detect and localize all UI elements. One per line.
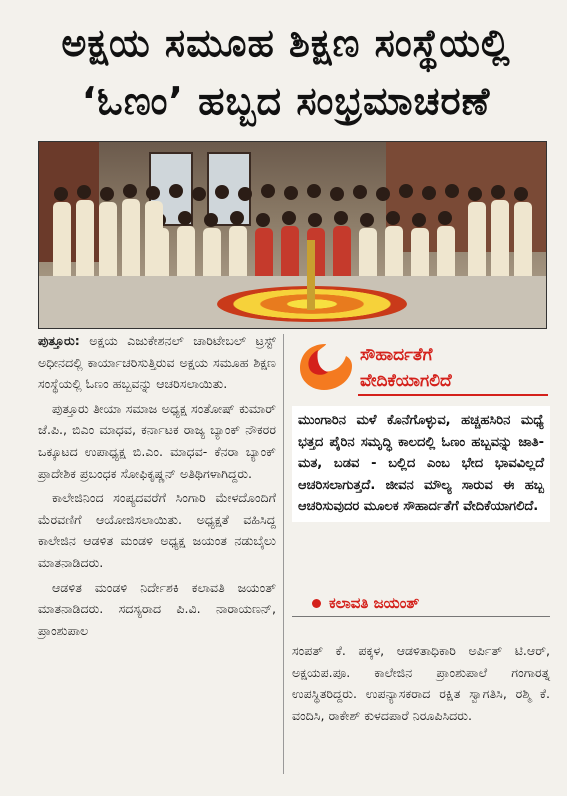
column-divider — [283, 334, 284, 774]
quote-title-line-1: ಸೌಹಾರ್ದತೆಗೆ — [360, 345, 433, 365]
quote-logo-icon — [298, 340, 354, 394]
paragraph-1-text: ಅಕ್ಷಯ ಎಜುಕೇಶನಲ್ ಚಾರಿಟೇಬಲ್ ಟ್ರಸ್ಟ್ ಅಧೀನದಲ್ಲಿ ಕಾರ್ಯಾಚರಿಸುತ್ತಿರುವ ಅಕ್ಷಯ ಸಮೂಹ ಶಿಕ್ಷಣ ಸಂಸ್ಥೆಯಲ್ಲಿ ಓಣಂ ಹಬ್ಬವನ್ನು ಆಚರಿಸಲಾಯಿತು. — [38, 333, 276, 392]
paragraph-2: ಪುತ್ತೂರು ತೀಯಾ ಸಮಾಜ ಅಧ್ಯಕ್ಷ ಸಂತೋಷ್ ಕುಮಾರ್ ಜೆ.ಪಿ., ಬಿಎಂ ಮಾಧವ, ಕರ್ನಾಟಕ ರಾಜ್ಯ ಬ್ಯಾಂಕ್ ನೌಕರರ ಒಕ್ಕೂಟದ ಉಪಾಧ್ಯಕ್ಷ ಬಿ.ಎಂ. ಮಾಧವ- ಕೆನರಾ ಬ್ಯಾಂಕ್ ಪ್ರಾದೇಶಿಕ ಪ್ರಬಂಧಕ ಸೋಫಿಕೃಷ್ಣನ್ ಅತಿಥಿಗಳಾಗಿದ್ದರು. — [38, 400, 276, 481]
article-body-left — [38, 330, 276, 770]
article-body-right — [292, 640, 550, 780]
dateline: ಪುತ್ತೂರು: — [38, 333, 80, 348]
lamp-icon — [307, 240, 315, 310]
paragraph-4: ಆಡಳಿತ ಮಂಡಳಿ ನಿರ್ದೇಶಕಿ ಕಲಾವತಿ ಜಯಂತ್ ಮಾತನಾಡಿದರು. ಸದಸ್ಯರಾದ ಪಿ.ವಿ. ನಾರಾಯಣನ್, ಪ್ರಾಂಶುಪಾಲ — [38, 579, 276, 638]
quote-box — [292, 334, 550, 620]
quote-text: ಮುಂಗಾರಿನ ಮಳೆ ಕೊನೆಗೊಳ್ಳುವ, ಹಚ್ಚಹಸಿರಿನ ಮಧ್ಯೆ ಭತ್ತದ ಪೈರಿನ ಸಮೃದ್ಧಿ ಕಾಲದಲ್ಲಿ ಓಣಂ ಹಬ್ಬವನ್ನು ಜಾತಿ- ಮತ, ಬಡವ - ಬಲ್ಲಿದ ಎಂಬ ಭೇದ ಭಾವವಿಲ್ಲದೆ ಆಚರಿಸಲಾಗುತ್ತದೆ. ಜೀವನ ಮೌಲ್ಯ ಸಾರುವ ಈ ಹಬ್ಬ ಆಚರಿಸುವುದರ ಮೂಲಕ ಸೌಹಾರ್ದತೆಗೆ ವೇದಿಕೆಯಾಗಲಿದೆ. — [292, 406, 550, 522]
headline — [20, 14, 552, 130]
paragraph-1 — [38, 330, 276, 395]
quote-separator — [292, 616, 550, 617]
paragraph-5: ಸಂಪತ್ ಕೆ. ಪಕ್ಕಳ, ಆಡಳಿತಾಧಿಕಾರಿ ಅರ್ಪಿತ್ ಟಿ.ಆರ್, ಅಕ್ಷಯಪ.ಪೂ. ಕಾಲೇಜಿನ ಪ್ರಾಂಶುಪಾಲೆ ಗಂಗಾರತ್ನ ಉಪಸ್ಥಿತರಿದ್ದರು. ಉಪನ್ಯಾಸಕರಾದ ರಕ್ಷಿತ ಸ್ವಾಗತಿಸಿ, ರಶ್ಮಿ ಕೆ. ವಂದಿಸಿ, ರಾಕೇಶ್ ಕುಳದಪಾರೆ ನಿರೂಪಿಸಿದರು. — [292, 643, 550, 723]
quote-author-name: ಕಲಾವತಿ ಜಯಂತ್ — [329, 594, 420, 612]
quote-title — [360, 342, 550, 394]
quote-author — [312, 594, 542, 612]
group-photo — [38, 141, 547, 329]
quote-title-line-2: ವೇದಿಕೆಯಾಗಲಿದೆ — [360, 371, 452, 391]
paragraph-3: ಕಾಲೇಜಿನಿಂದ ಸಂಪ್ಯದವರೆಗೆ ಸಿಂಗಾರಿ ಮೇಳದೊಂದಿಗೆ ಮೆರವಣಿಗೆ ಆಯೋಜಿಸಲಾಯಿತು. ಅಧ್ಯಕ್ಷತೆ ವಹಿಸಿದ್ದ ಕಾಲೇಜಿನ ಆಡಳಿತ ಮಂಡಳಿ ಅಧ್ಯಕ್ಷ ಜಯಂತ ನಡುಬೈಲು ಮಾತನಾಡಿದರು. — [38, 490, 276, 570]
headline-line-1: ಅಕ್ಷಯ ಸಮೂಹ ಶಿಕ್ಷಣ ಸಂಸ್ಥೆಯಲ್ಲಿ — [61, 21, 511, 65]
headline-line-2: ‘ಓಣಂ’ ಹಬ್ಬದ ಸಂಭ್ರಮಾಚರಣೆ — [81, 79, 491, 123]
author-bullet-icon — [312, 599, 321, 608]
